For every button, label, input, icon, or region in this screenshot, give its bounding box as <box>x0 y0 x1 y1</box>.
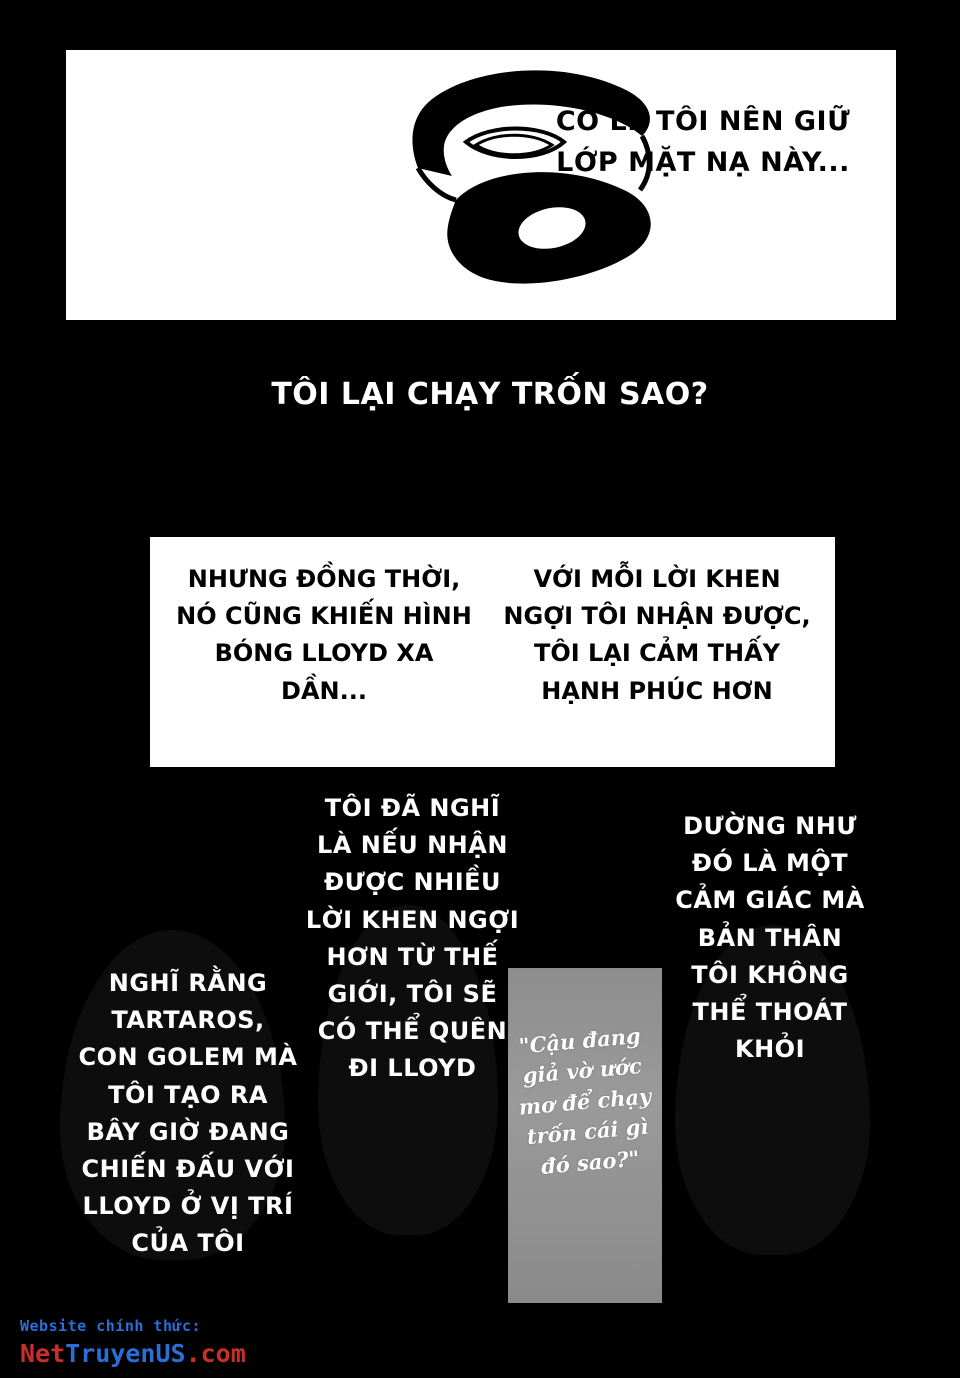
watermark-label: Website chính thức: <box>20 1317 202 1335</box>
domino-mask-icon <box>356 50 676 320</box>
panel-two-column-right-text: VỚI MỖI LỜI KHEN NGỢI TÔI NHẬN ĐƯỢC, TÔI LẠI CẢM THẤY HẠNH PHÚC HƠN <box>503 565 811 705</box>
right-column-text: DƯỜNG NHƯ ĐÓ LÀ MỘT CẢM GIÁC MÀ BẢN THÂN TÔI KHÔNG THỂ THOÁT KHỎI <box>675 812 865 1064</box>
watermark-net: Net <box>20 1339 66 1368</box>
panel-two-column-left-text: NHƯNG ĐỒNG THỜI, NÓ CŨNG KHIẾN HÌNH BÓNG LLOYD XA DẦN... <box>176 565 472 705</box>
panel-grey-text: "Cậu đang giả vờ ước mơ để chạy trốn cái gì đó sao?" <box>517 1022 653 1179</box>
watermark-com: .com <box>185 1339 246 1368</box>
watermark-us: US <box>155 1339 186 1368</box>
panel-two-column <box>150 537 835 767</box>
panel-top-banner <box>66 50 896 320</box>
watermark-site <box>20 1339 246 1368</box>
watermark-truyen: Truyen <box>65 1339 156 1368</box>
panel-grey <box>508 968 662 1303</box>
panel-top-caption: CÓ LẼ TÔI NÊN GIỮ LỚP MẶT NẠ NÀY... <box>555 106 851 178</box>
left-column-text: NGHĨ RẰNG TARTAROS, CON GOLEM MÀ TÔI TẠO RA BÂY GIỜ ĐANG CHIẾN ĐẤU VỚI LLOYD Ở VỊ TRÍ CỦA TÔI <box>78 969 298 1258</box>
watermark <box>20 1317 246 1368</box>
big-caption: TÔI LẠI CHẠY TRỐN SAO? <box>271 377 709 412</box>
middle-column-text: TÔI ĐÃ NGHĨ LÀ NẾU NHẬN ĐƯỢC NHIỀU LỜI KHEN NGỢI HƠN TỪ THẾ GIỚI, TÔI SẼ CÓ THỂ QUÊN ĐI LLOYD <box>305 794 520 1083</box>
